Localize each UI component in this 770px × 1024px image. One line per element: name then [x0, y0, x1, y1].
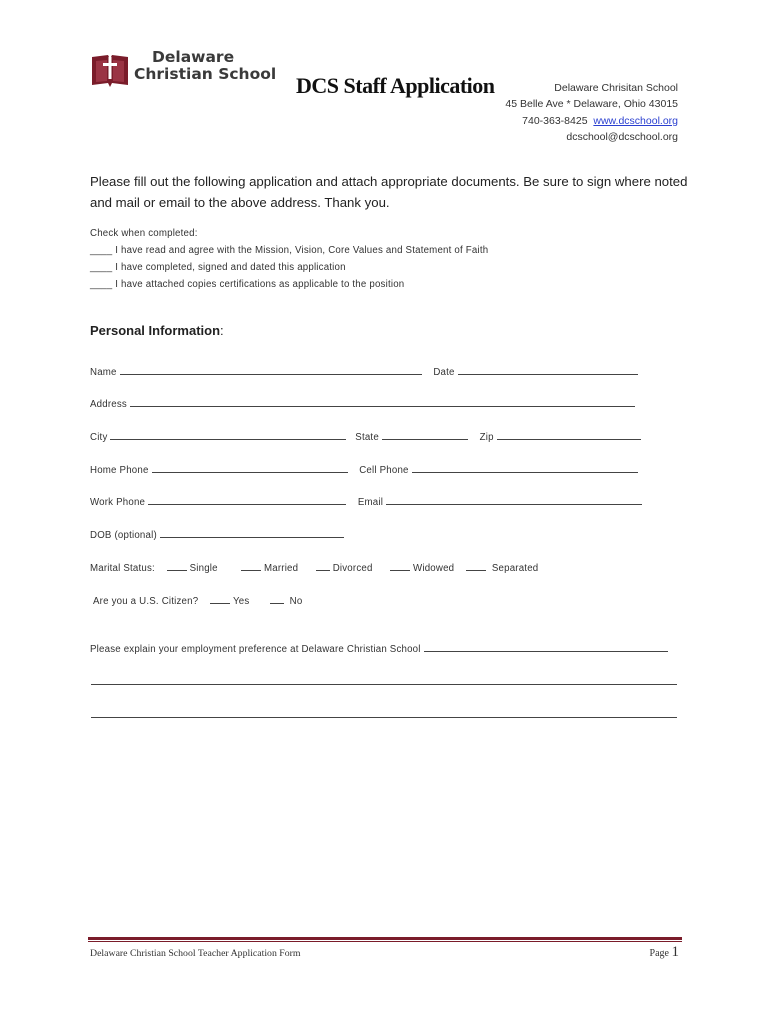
email-label: Email: [357, 497, 384, 508]
dob-field[interactable]: [160, 528, 344, 538]
school-phone: 740-363-8425: [522, 114, 588, 127]
preference-label: Please explain your employment preference at Delaware Christian School: [90, 644, 421, 655]
school-email: dcschool@dcschool.org: [566, 130, 678, 143]
zip-label: Zip: [479, 432, 494, 443]
work-phone-label: Work Phone: [90, 497, 146, 508]
section-heading-colon: :: [220, 323, 224, 338]
city-label: City: [90, 432, 108, 443]
marital-option-single: Single: [189, 563, 218, 574]
bible-cross-icon: [90, 51, 130, 91]
address-label: Address: [90, 399, 127, 410]
marital-widowed-checkbox[interactable]: [390, 561, 410, 571]
school-logo: [90, 48, 277, 91]
marital-label: Marital Status:: [90, 563, 155, 574]
section-heading-personal: [90, 323, 224, 338]
citizen-row: [93, 594, 302, 607]
marital-option-widowed: Widowed: [413, 563, 455, 574]
zip-field[interactable]: [497, 430, 641, 440]
page-number: 1: [671, 944, 679, 960]
page-label: Page: [649, 948, 669, 959]
preference-field[interactable]: [424, 642, 668, 652]
home-phone-label: Home Phone: [90, 465, 149, 476]
work-phone-field[interactable]: [148, 495, 346, 505]
citizen-yes-checkbox[interactable]: [210, 594, 230, 604]
citizen-no-checkbox[interactable]: [270, 594, 284, 604]
page-title: DCS Staff Application: [296, 73, 495, 98]
home-phone-field[interactable]: [152, 463, 348, 473]
section-heading-text: Personal Information: [90, 323, 221, 338]
address-row: [90, 397, 638, 410]
cell-phone-field[interactable]: [412, 463, 638, 473]
address-field[interactable]: [130, 397, 635, 407]
marital-option-separated: Separated: [491, 563, 539, 574]
dob-label: DOB (optional): [90, 530, 157, 541]
logo-line-1: Delaware: [152, 48, 235, 66]
email-field[interactable]: [386, 495, 642, 505]
checklist: [90, 225, 488, 293]
marital-option-divorced: Divorced: [332, 563, 373, 574]
checklist-item[interactable]: ____ I have attached copies certifications as applicable to the position: [90, 279, 405, 290]
preference-row: [90, 642, 671, 655]
checklist-heading: Check when completed:: [90, 228, 198, 239]
work-email-row: [90, 495, 645, 508]
footer-form-name: Delaware Christian School Teacher Application Form: [90, 948, 301, 959]
marital-status-row: [90, 561, 538, 574]
phone-website-line: [505, 113, 678, 129]
citizen-label: Are you a U.S. Citizen?: [93, 596, 199, 607]
dob-row: [90, 528, 347, 541]
preference-line-3[interactable]: [91, 717, 677, 718]
preference-line-2[interactable]: [91, 684, 677, 685]
date-label: Date: [433, 367, 455, 378]
state-label: State: [355, 432, 379, 443]
name-field[interactable]: [120, 365, 422, 375]
name-label: Name: [90, 367, 117, 378]
phone-row: [90, 463, 641, 476]
marital-single-checkbox[interactable]: [167, 561, 187, 571]
cell-phone-label: Cell Phone: [359, 465, 409, 476]
logo-line-2: Christian School: [134, 65, 277, 83]
marital-option-married: Married: [264, 563, 299, 574]
footer-page: [650, 944, 679, 961]
school-address-block: [505, 80, 678, 145]
citizen-no-label: No: [289, 596, 303, 607]
checklist-item[interactable]: ____ I have read and agree with the Mission, Vision, Core Values and Statement of Faith: [90, 245, 489, 256]
intro-paragraph: Please fill out the following application and attach appropriate documents. Be sure to sign where noted and mail or email to the above address. Thank you.: [90, 174, 688, 210]
marital-married-checkbox[interactable]: [241, 561, 261, 571]
footer-rule: [88, 937, 682, 940]
marital-separated-checkbox[interactable]: [466, 561, 486, 571]
checklist-item[interactable]: ____ I have completed, signed and dated this application: [90, 262, 346, 273]
date-field[interactable]: [458, 365, 638, 375]
city-field[interactable]: [110, 430, 346, 440]
marital-divorced-checkbox[interactable]: [316, 561, 330, 571]
website-link[interactable]: www.dcschool.org: [593, 114, 678, 127]
citizen-yes-label: Yes: [232, 596, 250, 607]
street-address: 45 Belle Ave * Delaware, Ohio 43015: [505, 98, 678, 111]
city-state-zip-row: [90, 430, 644, 443]
footer-rule-thin: [88, 941, 682, 942]
school-name: Delaware Chrisitan School: [554, 82, 678, 94]
name-date-row: [90, 365, 641, 378]
state-field[interactable]: [382, 430, 468, 440]
